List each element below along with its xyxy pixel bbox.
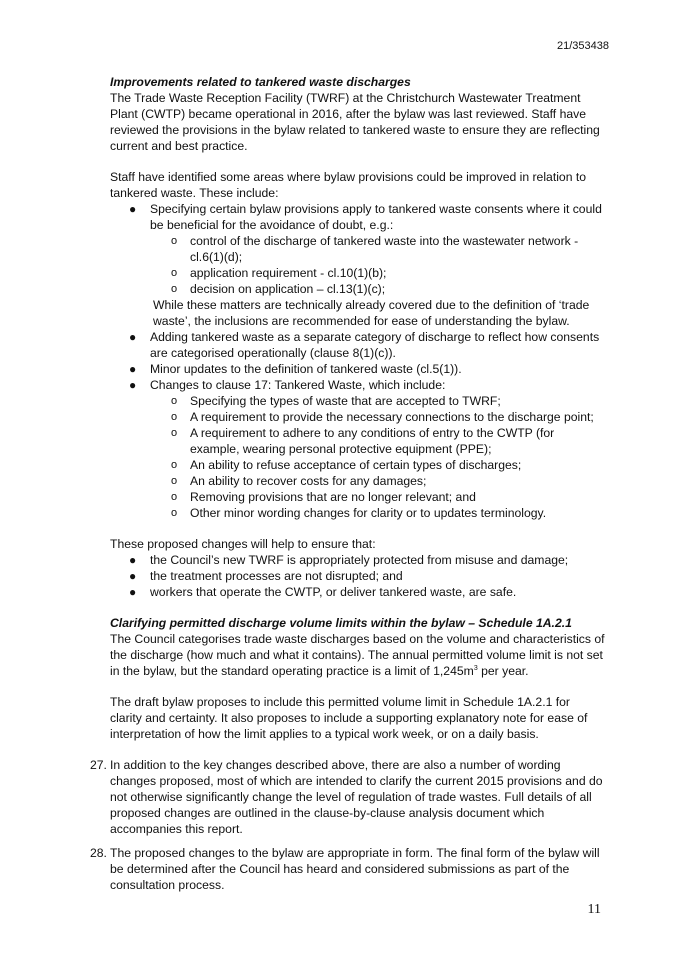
- sub-bullet-text: Removing provisions that are no longer relevant; and: [190, 490, 476, 504]
- sub-bullet-text: application requirement - cl.10(1)(b);: [190, 266, 387, 280]
- bullet-item: [110, 584, 605, 600]
- sub-bullet-text: An ability to recover costs for any damages;: [190, 474, 427, 488]
- circle-bullet-icon: o: [171, 427, 178, 439]
- numbered-paragraphs: [90, 757, 605, 893]
- sub-bullet-text: Other minor wording changes for clarity or to updates terminology.: [190, 506, 547, 520]
- circle-bullet-icon: o: [171, 475, 178, 487]
- bullet-list: [110, 201, 605, 521]
- sub-bullet-item: [110, 489, 605, 505]
- circle-bullet-icon: o: [171, 507, 178, 519]
- bullet-text: Adding tankered waste as a separate category of discharge to reflect how consents are categorised operationally (clause 8(1)(c)).: [150, 330, 600, 360]
- paragraph-text: per year.: [477, 664, 529, 678]
- paragraph: Staff have identified some areas where bylaw provisions could be improved in relation to tankered waste. These include:: [110, 170, 587, 200]
- bullet-icon: ●: [129, 585, 137, 599]
- page-number: 11: [587, 902, 601, 917]
- document-reference: 21/353438: [557, 40, 609, 52]
- item-text: The proposed changes to the bylaw are appropriate in form. The final form of the bylaw will be determined after the Council has heard and considered submissions as part of the consultation process.: [110, 846, 600, 892]
- ensure-bullet-list: [110, 552, 605, 600]
- bullet-text: Minor updates to the definition of tankered waste (cl.5(1)).: [150, 362, 462, 376]
- bullet-item: [110, 552, 605, 568]
- sub-bullet-item: [110, 457, 605, 473]
- sub-bullet-item: [110, 473, 605, 489]
- sub-bullet-item: [110, 409, 605, 425]
- paragraph: The Trade Waste Reception Facility (TWRF) at the Christchurch Wastewater Treatment Plant (CWTP) became operational in 2016, after the bylaw was last reviewed. Staff have reviewed the provisions in the bylaw related to tankered waste to ensure they are reflecting current and best practice.: [110, 91, 600, 153]
- circle-bullet-icon: o: [171, 491, 178, 503]
- sub-bullet-item: [110, 505, 605, 521]
- section-tankered-waste: [110, 74, 605, 742]
- section-heading: Clarifying permitted discharge volume limits within the bylaw – Schedule 1A.2.1: [110, 616, 572, 630]
- bullet-icon: ●: [129, 553, 137, 567]
- bullet-item: [110, 361, 605, 377]
- section-heading: Improvements related to tankered waste discharges: [110, 75, 411, 89]
- bullet-icon: ●: [129, 202, 137, 216]
- numbered-item: [90, 845, 605, 893]
- paragraph: The draft bylaw proposes to include this permitted volume limit in Schedule 1A.2.1 for clarity and certainty. It also proposes to include a supporting explanatory note for ease of interpretation of how the limit applies to a typical work week, or on a daily basis.: [110, 695, 588, 741]
- bullet-icon: ●: [129, 330, 137, 344]
- paragraph: [110, 631, 605, 679]
- paragraph: These proposed changes will help to ensure that:: [110, 537, 376, 551]
- item-number: 27.: [90, 758, 107, 772]
- sub-bullet-text: decision on application – cl.13(1)(c);: [190, 282, 386, 296]
- sub-bullet-text: A requirement to provide the necessary connections to the discharge point;: [190, 410, 594, 424]
- sub-bullet-item: [110, 393, 605, 409]
- circle-bullet-icon: o: [171, 411, 178, 423]
- bullet-item: [110, 201, 605, 329]
- circle-bullet-icon: o: [171, 235, 178, 247]
- bullet-icon: ●: [129, 378, 137, 392]
- sub-bullet-item: [110, 265, 605, 281]
- circle-bullet-icon: o: [171, 459, 178, 471]
- sub-bullet-item: [110, 425, 605, 457]
- bullet-text: workers that operate the CWTP, or deliver tankered waste, are safe.: [150, 585, 517, 599]
- superscript: 3: [473, 664, 478, 672]
- bullet-text: Changes to clause 17: Tankered Waste, which include:: [150, 378, 446, 392]
- bullet-text: Specifying certain bylaw provisions apply to tankered waste consents where it could be beneficial for the avoidance of doubt, e.g.:: [150, 202, 602, 232]
- circle-bullet-icon: o: [171, 267, 178, 279]
- bullet-text: the Council’s new TWRF is appropriately protected from misuse and damage;: [150, 553, 569, 567]
- sub-bullet-text: control of the discharge of tankered waste into the wastewater network - cl.6(1)(d);: [190, 234, 579, 264]
- numbered-item: [90, 757, 605, 837]
- paragraph-text: The Council categorises trade waste discharges based on the volume and characteristics of the discharge (how much and what it contains). The annual permitted volume limit is not set in the bylaw, but the standard operating practice is a limit of 1,245m: [110, 632, 605, 678]
- bullet-icon: ●: [129, 362, 137, 376]
- sub-bullet-text: Specifying the types of waste that are accepted to TWRF;: [190, 394, 501, 408]
- sub-bullet-list: [150, 233, 605, 297]
- bullet-text: the treatment processes are not disrupted; and: [150, 569, 403, 583]
- bullet-note: While these matters are technically already covered due to the definition of ‘trade waste’, the inclusions are recommended for ease of understanding the bylaw.: [153, 298, 590, 328]
- bullet-item: [110, 377, 605, 521]
- sub-bullet-text: A requirement to adhere to any conditions of entry to the CWTP (for example, wearing personal protective equipment (PPE);: [190, 426, 555, 456]
- circle-bullet-icon: o: [171, 395, 178, 407]
- item-text: In addition to the key changes described above, there are also a number of wording changes proposed, most of which are intended to clarify the current 2015 provisions and do not otherwise significantly change the level of regulation of trade wastes. Full details of all proposed changes are outlined in the clause-by-clause analysis document which accompanies this report.: [110, 758, 603, 836]
- sub-bullet-list: [150, 393, 605, 521]
- bullet-item: [110, 568, 605, 584]
- sub-bullet-text: An ability to refuse acceptance of certain types of discharges;: [190, 458, 522, 472]
- bullet-icon: ●: [129, 569, 137, 583]
- item-number: 28.: [90, 846, 107, 860]
- sub-bullet-item: [110, 233, 605, 265]
- circle-bullet-icon: o: [171, 283, 178, 295]
- sub-bullet-item: [110, 281, 605, 297]
- bullet-item: [110, 329, 605, 361]
